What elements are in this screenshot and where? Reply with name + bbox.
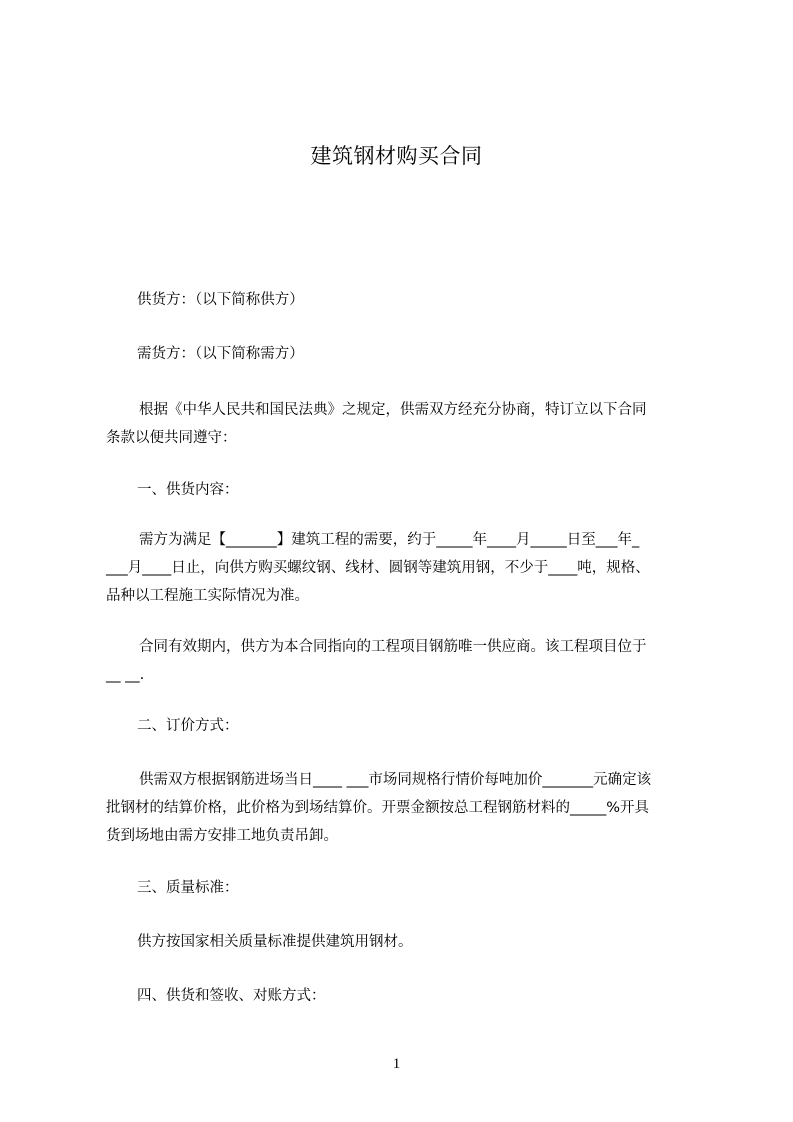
section-1-p1-line-2: ___月____日止，向供方购买螺纹钢、线材、圆钢等建筑用钢，不少于____吨，规格、: [106, 560, 650, 576]
page-number: 1: [392, 1056, 401, 1072]
document-title: 建筑钢材购买合同: [310, 144, 483, 168]
section-2-line-2: 批钢材的结算价格，此价格为到场结算价。开票金额按总工程钢筋材料的_____%开具: [106, 800, 650, 816]
section-2-paragraph: [106, 766, 700, 850]
section-3-paragraph: 供方按国家相关质量标准提供建筑用钢材。: [137, 934, 413, 950]
buyer-line: 需货方：（以下简称需方）: [137, 346, 304, 362]
section-1-p2-line-1: 合同有效期内，供方为本合同指向的工程项目钢筋唯一供应商。该工程项目位于: [139, 639, 647, 655]
preamble-line-2: 条款以便共同遵守：: [106, 430, 237, 446]
section-1-p1-line-3: 品种以工程施工实际情况为准。: [106, 588, 309, 604]
supplier-line: 供货方：（以下简称供方）: [137, 292, 304, 308]
section-3-heading: 三、质量标准：: [137, 880, 239, 896]
section-1-paragraph-1: [106, 526, 700, 610]
section-1-heading: 一、供货内容：: [137, 482, 239, 498]
section-1-p1-line-1: 需方为满足【_______】建筑工程的需要，约于_____年____月_____日至___年_: [139, 532, 640, 548]
section-4-heading: 四、供货和签收、对账方式：: [137, 988, 326, 1004]
section-2-line-1: 供需双方根据钢筋进场当日____ ___市场同规格行情价每吨加价_______元确定该: [139, 772, 652, 788]
section-1-paragraph-2: [106, 633, 700, 689]
preamble-paragraph: [106, 396, 700, 452]
section-1-p2-line-2: __ __.: [106, 667, 145, 683]
section-2-heading: 二、订价方式：: [137, 718, 239, 734]
section-2-line-3: 货到场地由需方安排工地负责吊卸。: [106, 828, 338, 844]
preamble-line-1: 根据《中华人民共和国民法典》之规定，供需双方经充分协商，特订立以下合同: [139, 402, 647, 418]
